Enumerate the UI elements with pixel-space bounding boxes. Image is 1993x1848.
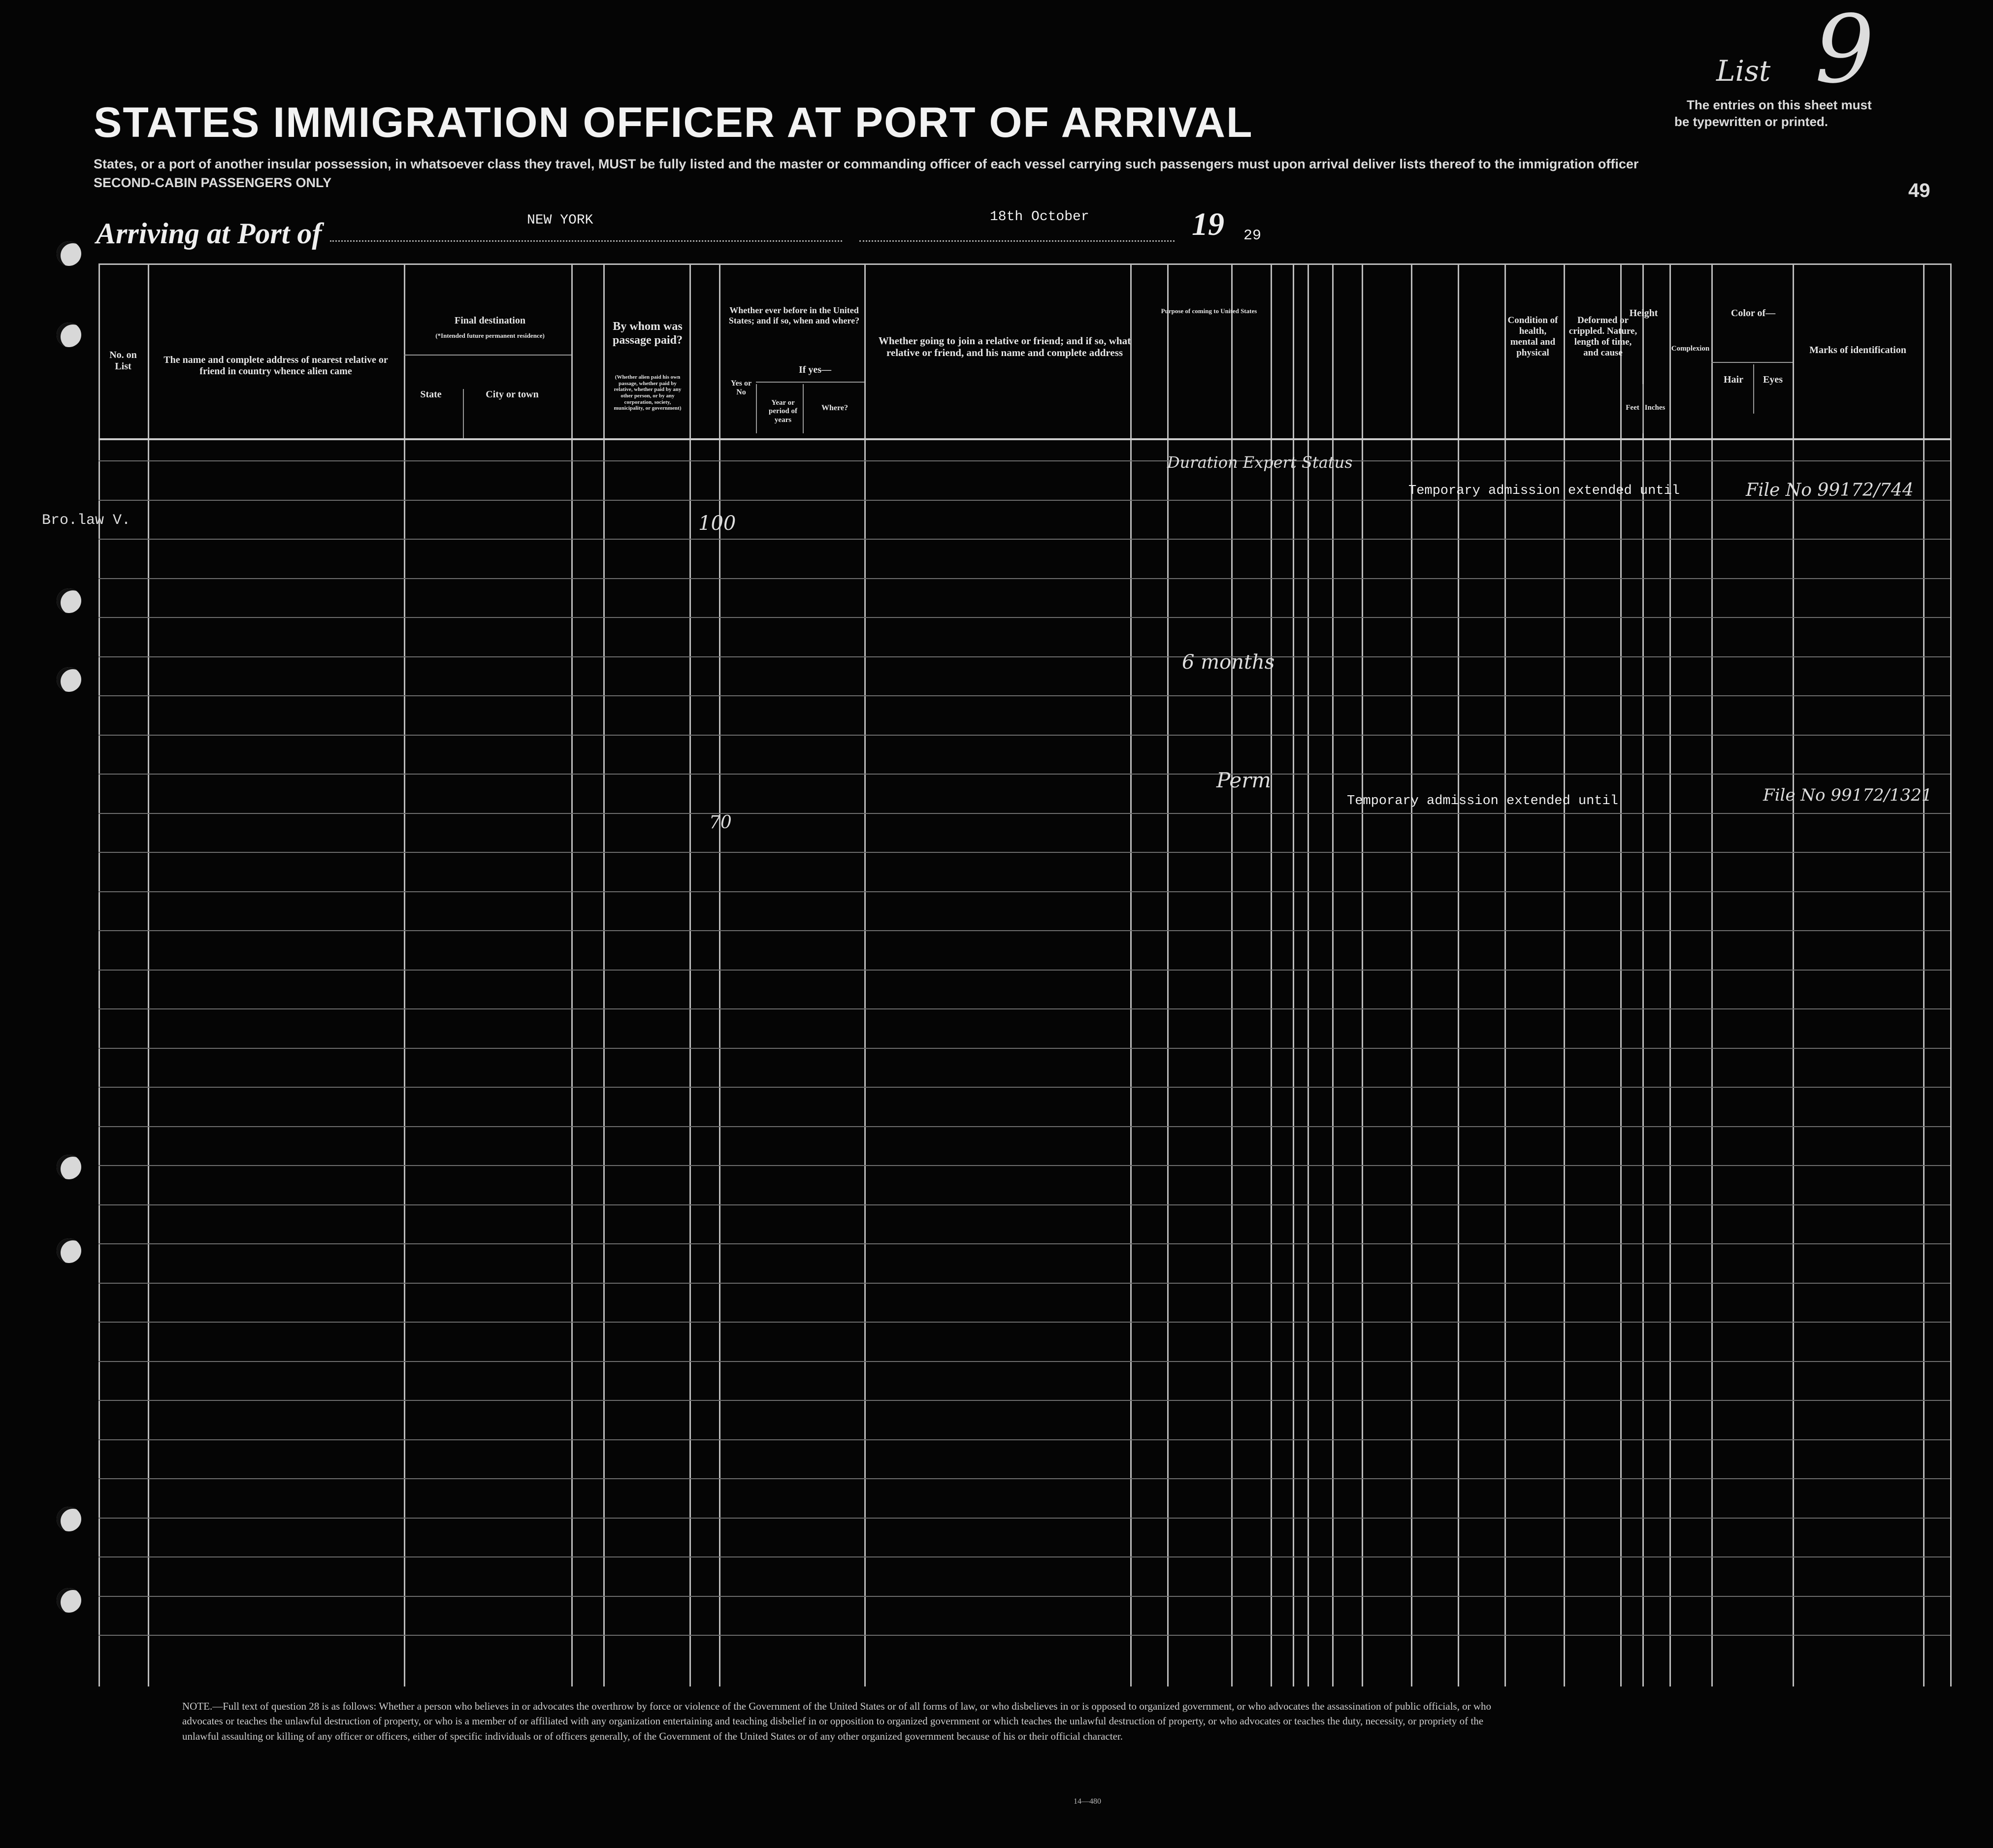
date-value: 18th October — [990, 209, 1089, 225]
table-row — [0, 578, 1993, 617]
year-suffix: 29 — [1243, 227, 1262, 244]
page-subtitle: States, or a port of another insular possession, in whatsoever class they travel, MUST be fully listed and the master or commanding officer of each vessel carrying such passengers must upon arrival deliver lists thereof to the immigration officer — [94, 157, 1639, 171]
col33-inches: Inches — [1644, 404, 1666, 412]
col18-subheader: (*Intended future permanent residence) — [435, 332, 545, 339]
binder-hole — [57, 241, 81, 266]
row-rule — [98, 1478, 1950, 1479]
row-rule — [98, 1635, 1950, 1636]
row10-money-hand: 70 — [709, 812, 732, 833]
port-value: NEW YORK — [527, 213, 593, 228]
row6-purpose-hand: 6 months — [1182, 651, 1275, 674]
row-rule — [98, 1204, 1950, 1205]
row1-purpose-hand: Duration Expert Status — [1167, 453, 1353, 472]
subheader-rule — [404, 355, 571, 356]
header-bottom-rule — [98, 438, 1950, 440]
table-row — [0, 460, 1993, 500]
col16-header: No. on List — [109, 350, 137, 372]
col31-header: Condition of health, mental and physical — [1507, 315, 1558, 358]
binder-hole — [57, 1238, 81, 1263]
col18-header: Final destination — [455, 315, 525, 326]
row-rule — [98, 1400, 1950, 1401]
table-row — [0, 539, 1993, 578]
binder-hole — [57, 1507, 81, 1531]
table-row — [0, 735, 1993, 774]
footnote: NOTE.—Full text of question 28 is as follows: Whether a person who believes in or advocates the overthrow by force or violence of the Government of the United States or of all forms of law, or who disbelieves in or is opposed to organized government, or who advocates the assassination of public officials, or who advocates or teaches the unlawful destruction of property, or who is a member of or affiliated with any organization entertaining and teaching disbelief in or opposition to organized government or which teaches the unlawful destruction of property, or who advocates or teaches the duty, necessity, or propriety of the unlawful assaulting or killing of any officer or officers, either of specific individuals or of officers generally, of the Government of the United States or of any other organized government because of his or their official character. — [182, 1700, 1492, 1742]
col23-header: Whether going to join a relative or friend; and if so, what relative or friend, and his name and complete address — [878, 335, 1131, 359]
row-rule — [98, 1361, 1950, 1362]
subheader-rule — [756, 382, 864, 383]
list-label-group — [1716, 0, 1874, 104]
subcolumn-rule — [1642, 384, 1643, 433]
row1-file-note: File No 99172/744 — [1746, 480, 1914, 500]
list-number: 9 — [1815, 0, 1874, 104]
page-title: STATES IMMIGRATION OFFICER AT PORT OF ARRIVAL — [94, 99, 1253, 146]
table-row — [0, 891, 1993, 931]
col35-header: Color of— — [1731, 308, 1776, 319]
binder-hole — [57, 1155, 81, 1179]
col32-header: Deformed or crippled. Nature, length of time, and cause — [1568, 315, 1637, 358]
col33-header: Height — [1629, 308, 1658, 319]
row-rule — [98, 1283, 1950, 1284]
col20-subheader: (Whether alien paid his own passage, whether paid by relative, whether paid by any other person, or by any corporation, society, municipality, or government) — [614, 374, 682, 412]
table-row — [0, 852, 1993, 891]
binder-hole — [57, 1588, 81, 1613]
row-rule — [98, 1439, 1950, 1440]
list-label: List — [1716, 54, 1771, 88]
table-row — [0, 617, 1993, 656]
row-rule — [98, 970, 1950, 971]
row-rule — [98, 1126, 1950, 1127]
col33-feet: Feet — [1626, 404, 1639, 412]
row-rule — [98, 1596, 1950, 1597]
row2-money-hand: 100 — [698, 512, 736, 535]
page-number: 49 — [1908, 180, 1930, 201]
subcolumn-rule — [803, 384, 804, 433]
entries-note-1: The entries on this sheet must — [1687, 97, 1872, 112]
col20-header: By whom was passage paid? — [612, 320, 683, 347]
row-rule — [98, 1048, 1950, 1049]
col34-header: Complexion — [1671, 345, 1710, 353]
table-row — [0, 813, 1993, 852]
arriving-label: Arriving at Port of — [96, 217, 322, 250]
col17-header: The name and complete address of nearest relative or friend in country whence alien came — [163, 355, 388, 377]
col36-header: Marks of identification — [1809, 345, 1906, 356]
table-row — [0, 774, 1993, 813]
col22-where: Where? — [821, 404, 848, 412]
subheader-rule — [1711, 362, 1793, 363]
row9-extension-note: Temporary admission extended until — [1347, 794, 1618, 809]
date-line — [859, 240, 1175, 242]
year-prefix: 19 — [1192, 206, 1224, 242]
row1-extension-note: Temporary admission extended until — [1408, 484, 1680, 498]
row-rule — [98, 1322, 1950, 1323]
subcolumn-rule — [463, 389, 464, 438]
binder-hole — [57, 667, 81, 692]
row-rule — [98, 1243, 1950, 1244]
margin-note: Bro.law V. — [42, 512, 131, 529]
col18-city: City or town — [486, 389, 539, 400]
row-rule — [98, 1165, 1950, 1166]
row9-purpose-hand: Perm — [1216, 768, 1272, 792]
col22-year: Year or period of years — [769, 399, 797, 424]
row-rule — [98, 1008, 1950, 1009]
port-line — [330, 240, 842, 242]
row-rule — [98, 1518, 1950, 1519]
col24-header: Purpose of coming to United States — [1161, 307, 1257, 315]
row-rule — [98, 1087, 1950, 1088]
entries-note-2: be typewritten or printed. — [1674, 114, 1829, 129]
table-row — [0, 695, 1993, 735]
table-row — [0, 656, 1993, 696]
col35-eyes: Eyes — [1763, 374, 1783, 385]
header-top-rule — [98, 263, 1950, 265]
form-code: 14—480 — [1074, 1797, 1101, 1806]
binder-hole — [57, 588, 81, 613]
col22-yesno: Yes or No — [730, 379, 752, 397]
table-row — [0, 500, 1993, 539]
col18-state: State — [420, 389, 442, 400]
col35-hair: Hair — [1724, 374, 1743, 385]
col22-ifyes: If yes— — [798, 364, 832, 375]
row-rule — [98, 1556, 1950, 1557]
subcolumn-rule — [1753, 364, 1754, 414]
col22-header: Whether ever before in the United States; and if so, when and where? — [728, 305, 860, 325]
binder-hole — [57, 323, 81, 347]
cabin-class: SECOND-CABIN PASSENGERS ONLY — [94, 175, 332, 190]
subcolumn-rule — [756, 384, 757, 433]
row9-file-note: File No 99172/1321 — [1763, 785, 1932, 805]
